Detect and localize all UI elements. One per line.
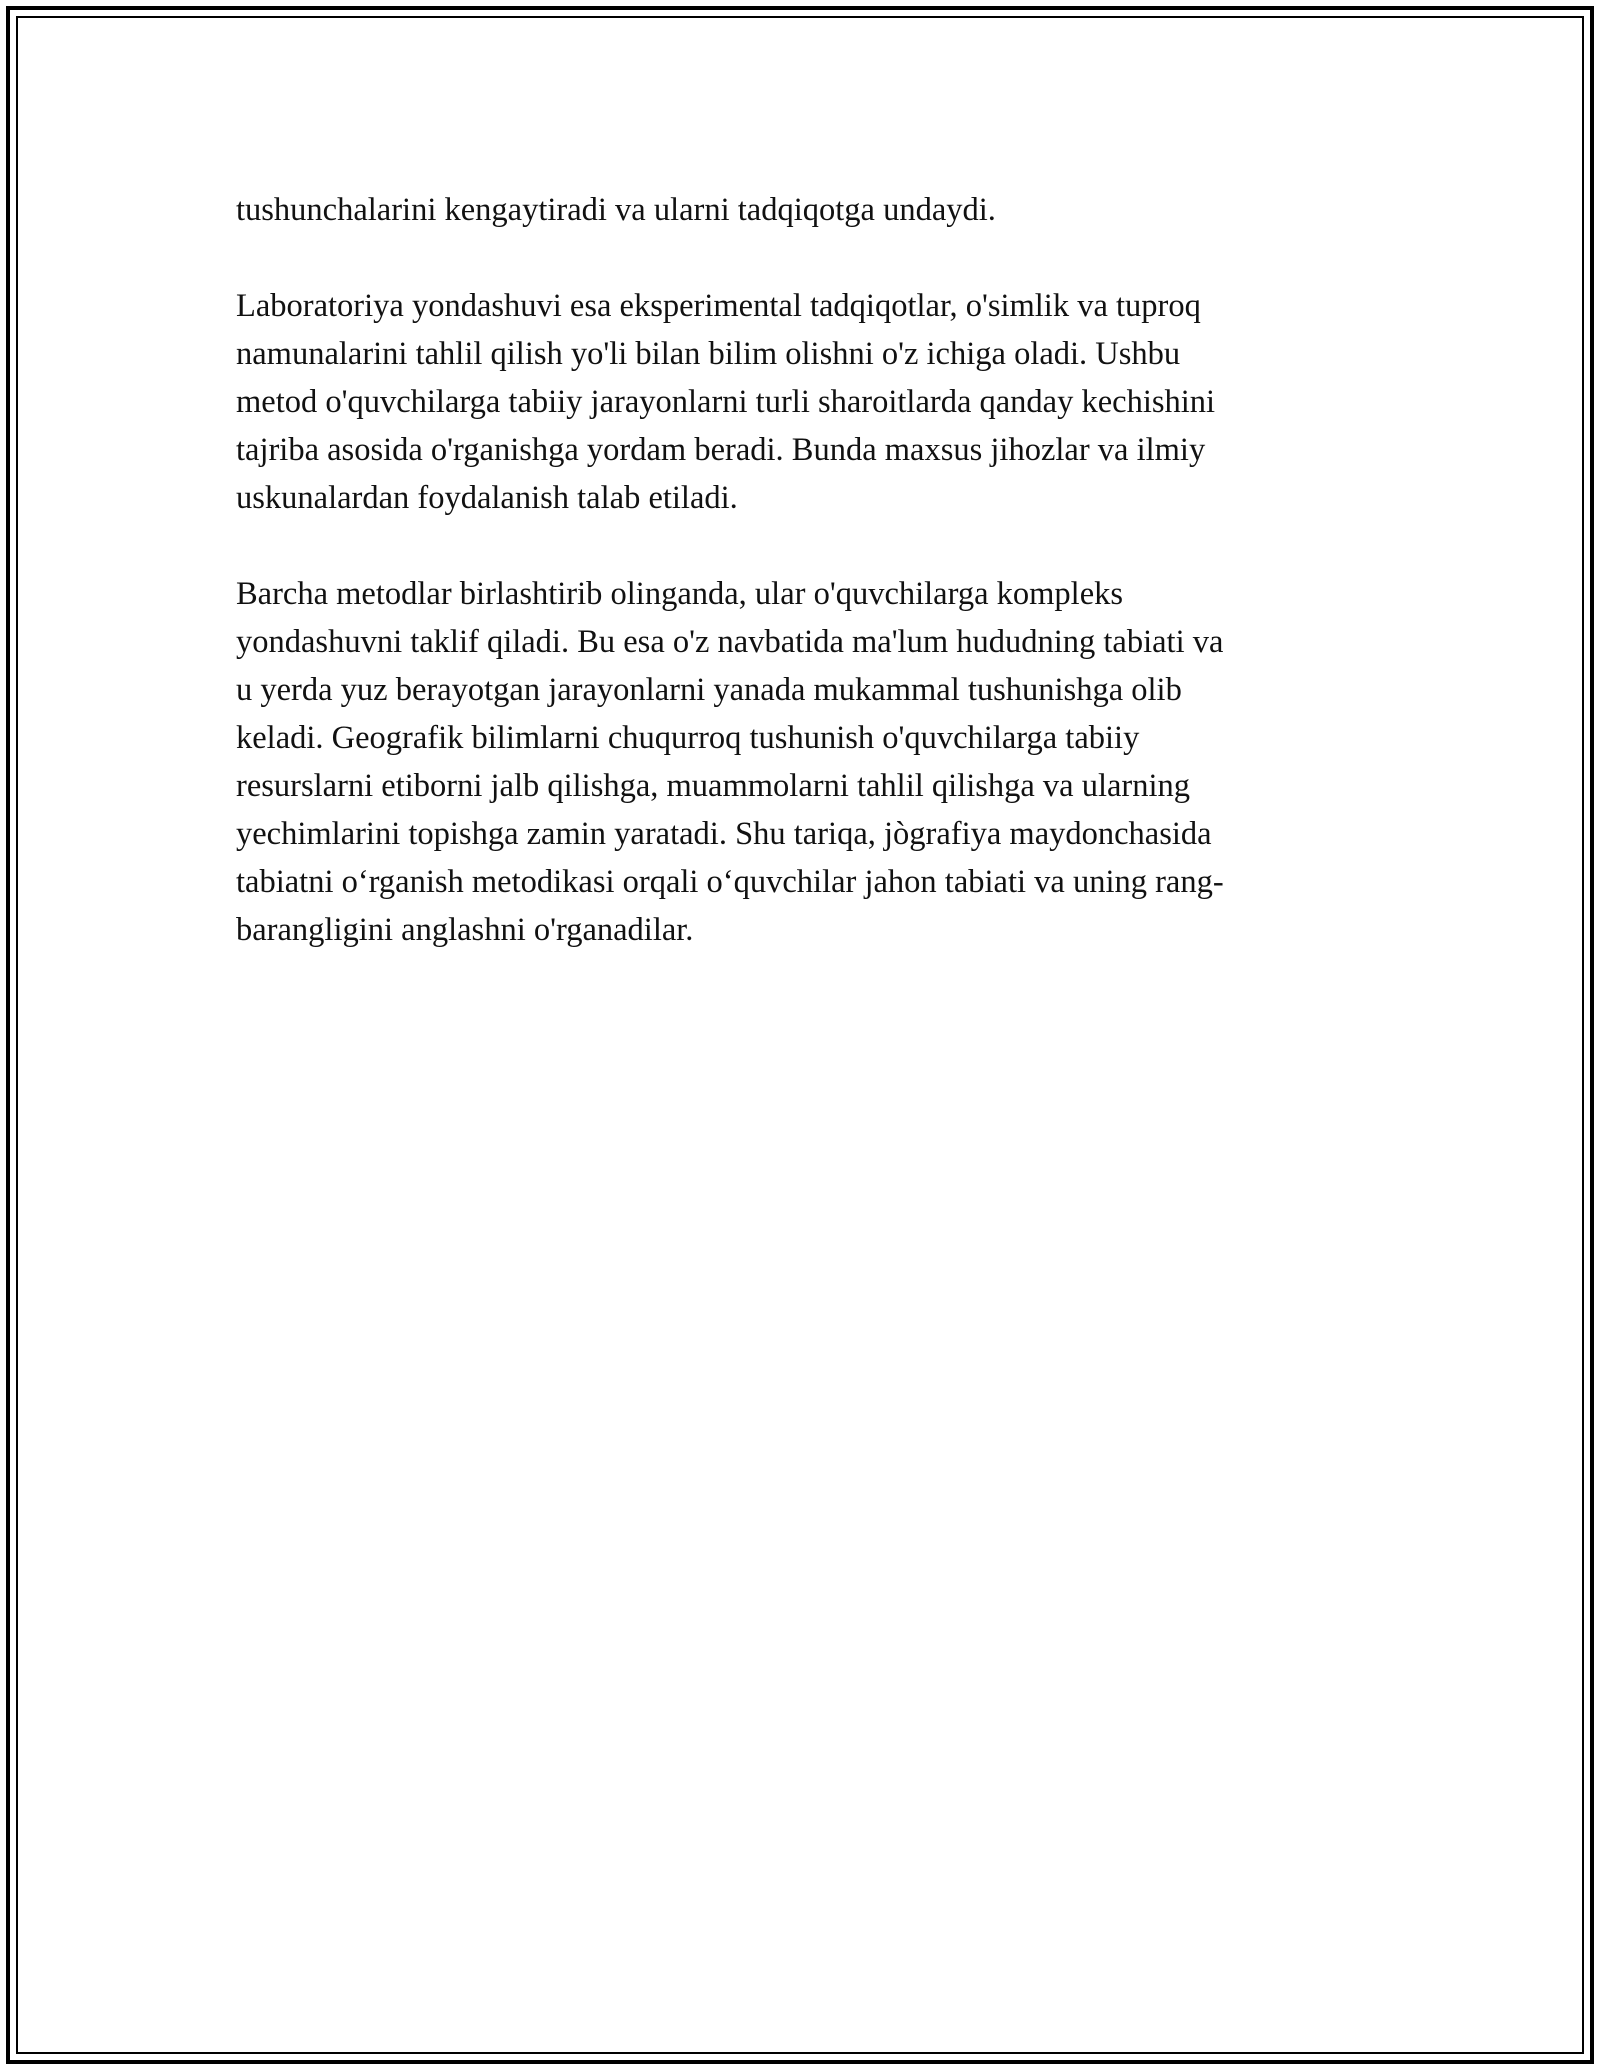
document-body [236,186,1356,1002]
paragraph-laboratory-approach: Laboratoriya yondashuvi esa eksperimental tadqiqotlar, o'simlik va tuproq namunalarini tahlil qilish yo'li bilan bilim olishni o'z ichiga oladi. Ushbu metod o'quvchilarga tabiiy jarayonlarni turli sharoitlarda qanday kechishini tajriba asosida o'rganishga yordam beradi. Bunda maxsus jihozlar va ilmiy uskunalardan foydalanish talab etiladi. [236,288,1216,516]
paragraph-combined-methods: Barcha metodlar birlashtirib olinganda, ular o'quvchilarga kompleks yondashuvni taklif qiladi. Bu esa o'z navbatida ma'lum hududning tabiati va u yerda yuz berayotgan jarayonlarni yanada mukammal tushunishga olib keladi. Geografik bilimlarni chuqurroq tushunish o'quvchilarga tabiiy resurslarni etiborni jalb qilishga, muammolarni tahlil qilishga va ularning yechimlarini topishga zamin yaratadi. Shu tariqa, jògrafiya maydonchasida tabiatni o‘rganish metodikasi orqali o‘quvchilar jahon tabiati va uning rang- barangligini anglashni o'rganadilar. [236,576,1224,948]
paragraph-continuation: tushunchalarini kengaytiradi va ularni tadqiqotga undaydi. [236,192,996,228]
